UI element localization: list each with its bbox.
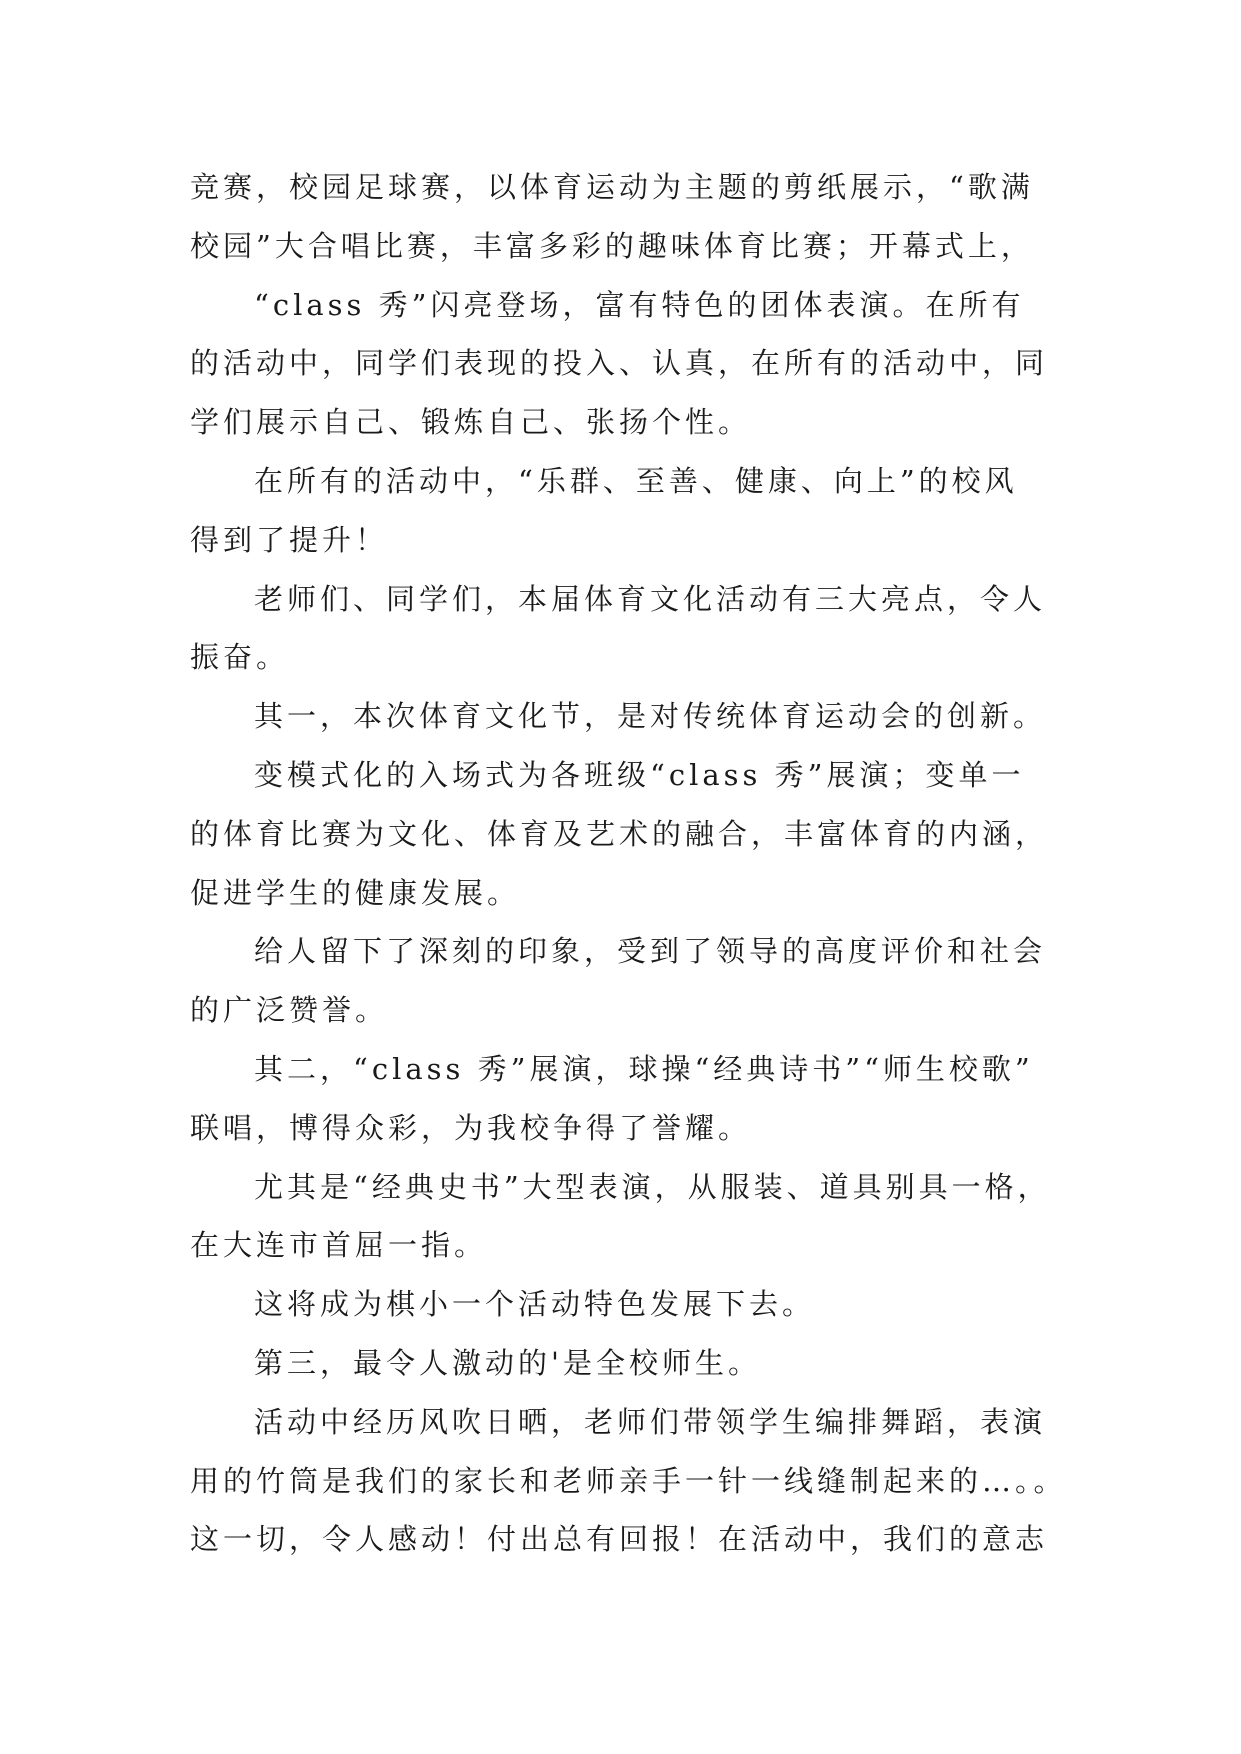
text-line: 第三，最令人激动的'是全校师生。: [254, 1345, 761, 1380]
text-line: 这一切，令人感动！付出总有回报！在活动中，我们的意志: [190, 1522, 1049, 1557]
text-line: 的活动中，同学们表现的投入、认真，在所有的活动中，同: [190, 346, 1049, 381]
text-line: 用的竹筒是我们的家长和老师亲手一针一线缝制起来的…。。: [190, 1463, 1067, 1498]
text-line: 振奋。: [190, 640, 290, 675]
text-line: 其一，本次体育文化节，是对传统体育运动会的创新。: [254, 699, 1047, 734]
text-line: 在所有的活动中，“乐群、至善、健康、向上”的校风: [254, 463, 1018, 498]
text-line: 这将成为棋小一个活动特色发展下去。: [254, 1287, 816, 1322]
text-line: 在大连市首屈一指。: [190, 1228, 488, 1263]
text-line: 的体育比赛为文化、体育及艺术的融合，丰富体育的内涵，: [190, 816, 1049, 851]
text-line: 校园”大合唱比赛，丰富多彩的趣味体育比赛；开幕式上，: [190, 228, 1034, 263]
text-line: 的广泛赞誉。: [190, 993, 389, 1028]
text-line: 学们展示自己、锻炼自己、张扬个性。: [190, 405, 752, 440]
text-line: 促进学生的健康发展。: [190, 875, 521, 910]
text-line: 老师们、同学们，本届体育文化活动有三大亮点，令人: [254, 581, 1047, 616]
text-line: 得到了提升！: [190, 522, 389, 557]
text-line: 变模式化的入场式为各班级“class 秀”展演；变单一: [254, 757, 1025, 792]
text-line: 竞赛，校园足球赛，以体育运动为主题的剪纸展示，“歌满: [190, 170, 1034, 204]
text-line: 联唱，博得众彩，为我校争得了誉耀。: [190, 1110, 752, 1145]
text-line: 给人留下了深刻的印象，受到了领导的高度评价和社会: [254, 934, 1047, 969]
text-line: 其二，“class 秀”展演，球操“经典诗书”“师生校歌”: [254, 1051, 1034, 1086]
text-line: 尤其是“经典史书”大型表演，从服装、道具别具一格，: [254, 1169, 1051, 1204]
text-line: 活动中经历风吹日晒，老师们带领学生编排舞蹈，表演: [254, 1404, 1047, 1439]
text-line: “class 秀”闪亮登场，富有特色的团体表演。在所有: [254, 287, 1025, 322]
body-text: [190, 158, 1067, 1569]
